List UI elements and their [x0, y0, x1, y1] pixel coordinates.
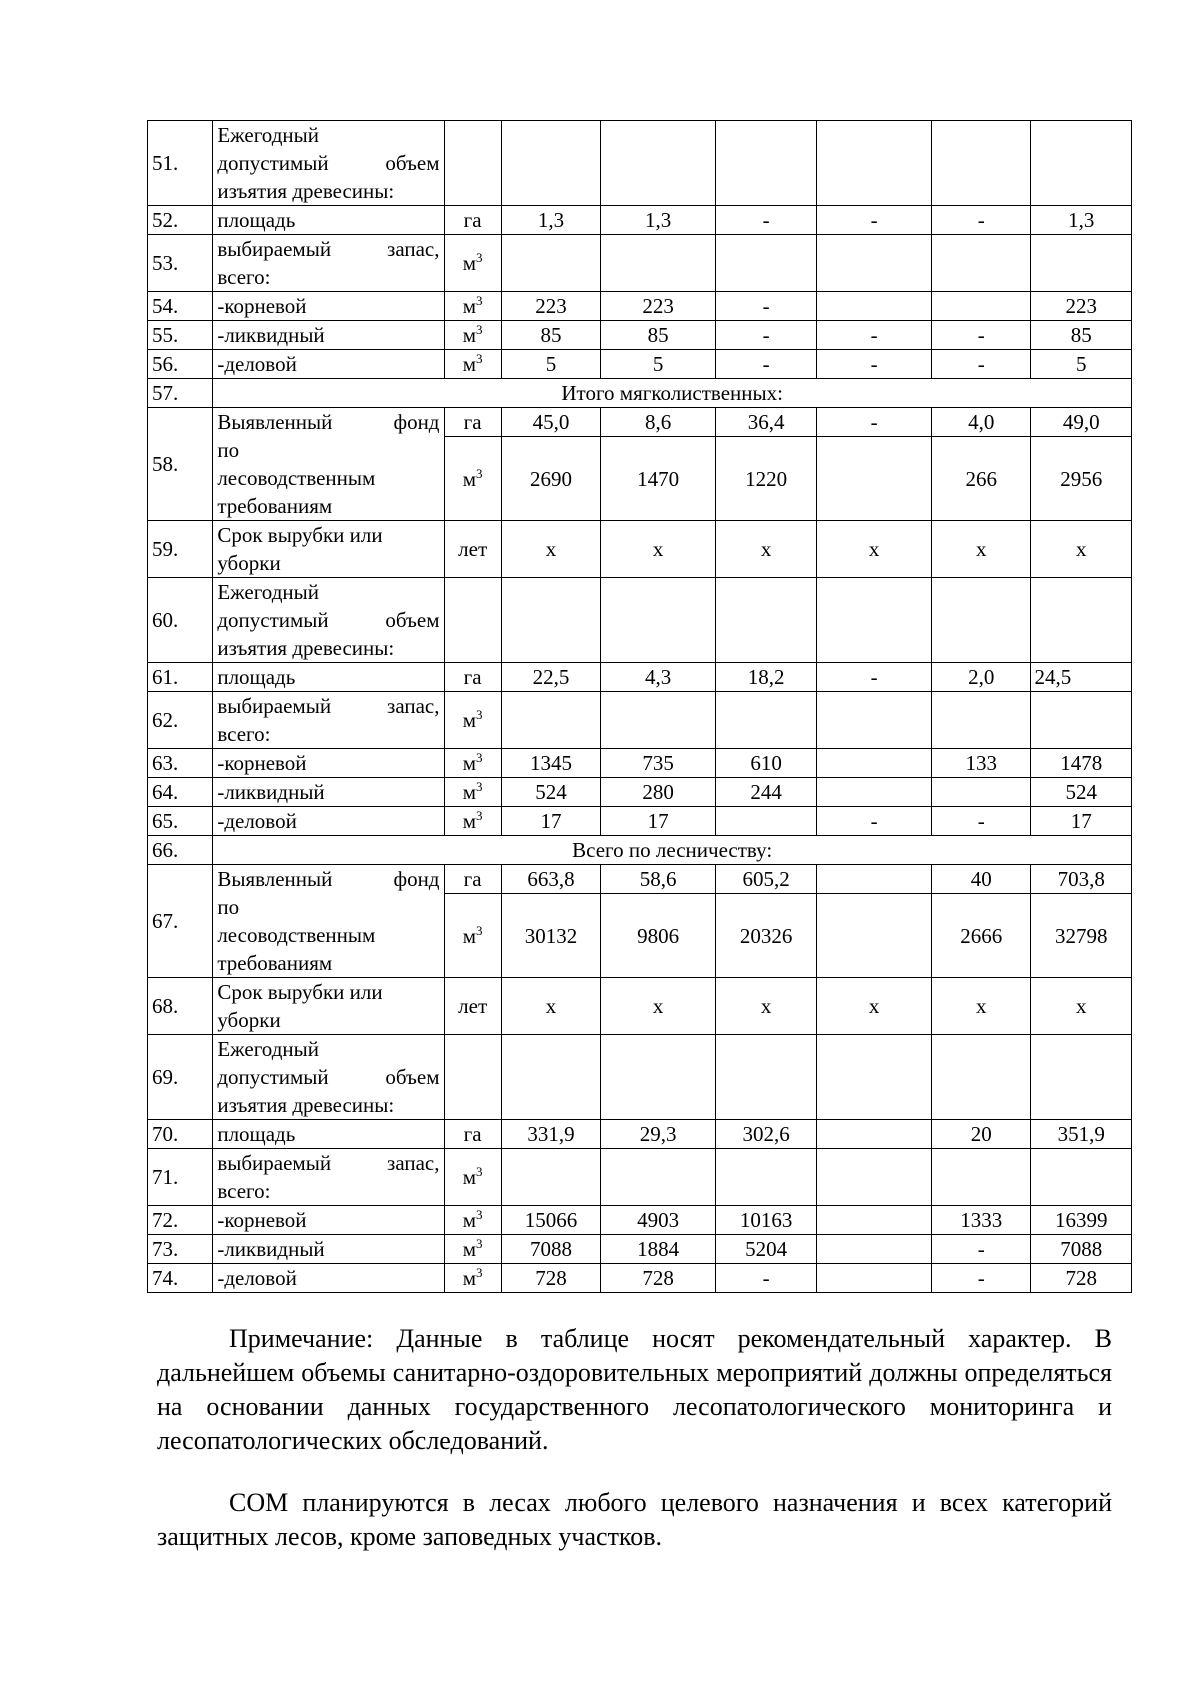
name-line: -ликвидный: [217, 780, 325, 804]
value-cell: [817, 1264, 932, 1293]
value-cell: 223: [601, 292, 716, 321]
row-number: 58.: [148, 408, 213, 521]
row-number: 74.: [148, 1264, 213, 1293]
value-cell: [1031, 235, 1132, 292]
value-cell: 15066: [501, 1206, 601, 1235]
value-cell: 266: [931, 437, 1031, 521]
name-line: лесоводственным: [217, 923, 376, 947]
name-line: Ежегодный: [217, 580, 319, 604]
name-line: выбираемый запас,: [217, 237, 440, 261]
value-cell: 524: [501, 778, 601, 807]
unit-cell: [444, 578, 501, 663]
unit-superscript: 3: [476, 351, 483, 366]
row-name-cell: [213, 578, 444, 663]
name-line: всего:: [217, 722, 271, 746]
value-cell: 7088: [1031, 1235, 1132, 1264]
table-row: [148, 663, 1132, 692]
note-paragraph: Примечание: Данные в таблице носят рекомендательный характер. В дальнейшем объемы санитарно-оздоровительных мероприятий должны определяться на основании данных государственного лесопатологического мониторинга и лесопатологических обследований.: [157, 1324, 1112, 1455]
value-cell: 4903: [601, 1206, 716, 1235]
value-cell: [817, 437, 932, 521]
value-cell: 16399: [1031, 1206, 1132, 1235]
value-cell: 5: [601, 350, 716, 379]
value-cell: [817, 121, 932, 206]
row-name-cell: [213, 807, 444, 836]
row-number: 63.: [148, 749, 213, 778]
value-cell: [817, 865, 932, 894]
value-cell: 22,5: [501, 663, 601, 692]
row-name-cell: [213, 663, 444, 692]
value-cell: 85: [501, 321, 601, 350]
row-name-cell: [213, 206, 444, 235]
table-row: [148, 692, 1132, 749]
name-line: Ежегодный: [217, 1037, 319, 1061]
value-cell: 331,9: [501, 1120, 601, 1149]
value-cell: 32798: [1031, 894, 1132, 978]
unit-superscript: 3: [476, 750, 483, 765]
value-cell: 663,8: [501, 865, 601, 894]
row-name-cell: [213, 121, 444, 206]
value-cell: [1031, 1035, 1132, 1120]
name-line: лесоводственным: [217, 466, 376, 490]
value-cell: 1,3: [601, 206, 716, 235]
value-cell: [715, 121, 817, 206]
unit-superscript: 3: [476, 293, 483, 308]
section-heading: Итого мягколиственных:: [213, 379, 1132, 408]
value-cell: [1031, 692, 1132, 749]
row-name-cell: [213, 978, 444, 1035]
value-cell: 17: [601, 807, 716, 836]
table-row: [148, 350, 1132, 379]
table-row: [148, 521, 1132, 578]
row-number: 62.: [148, 692, 213, 749]
value-cell: х: [715, 978, 817, 1035]
value-cell: х: [715, 521, 817, 578]
name-line: по: [217, 438, 240, 462]
value-cell: х: [601, 521, 716, 578]
unit-cell: $м^3$: [444, 437, 501, 521]
value-cell: -: [931, 350, 1031, 379]
value-cell: 244: [715, 778, 817, 807]
value-cell: [817, 1120, 932, 1149]
value-cell: -: [715, 206, 817, 235]
value-cell: [931, 692, 1031, 749]
unit-cell: га: [444, 408, 501, 437]
unit-cell: га: [444, 1120, 501, 1149]
value-cell: 45,0: [501, 408, 601, 437]
name-line: -ликвидный: [217, 323, 325, 347]
table-row: [148, 235, 1132, 292]
value-cell: [601, 121, 716, 206]
name-line: -корневой: [217, 294, 307, 318]
table-row: [148, 1264, 1132, 1293]
value-cell: -: [817, 350, 932, 379]
value-cell: [1031, 121, 1132, 206]
value-cell: 17: [501, 807, 601, 836]
value-cell: [931, 292, 1031, 321]
value-cell: 18,2: [715, 663, 817, 692]
value-cell: х: [931, 521, 1031, 578]
name-line: Ежегодный: [217, 123, 319, 147]
unit-superscript: 3: [476, 779, 483, 794]
table-row: [148, 379, 1132, 408]
unit-cell: $м^3$: [444, 1206, 501, 1235]
row-name-cell: [213, 778, 444, 807]
unit-cell: лет: [444, 978, 501, 1035]
value-cell: -: [715, 350, 817, 379]
row-number: 67.: [148, 865, 213, 978]
unit-superscript: 3: [476, 1207, 483, 1222]
value-cell: 40: [931, 865, 1031, 894]
value-cell: 1220: [715, 437, 817, 521]
value-cell: 1884: [601, 1235, 716, 1264]
row-name-cell: [213, 1035, 444, 1120]
value-cell: х: [1031, 978, 1132, 1035]
value-cell: 5: [501, 350, 601, 379]
unit-cell: $м^3$: [444, 778, 501, 807]
name-line: площадь: [217, 208, 296, 232]
value-cell: 17: [1031, 807, 1132, 836]
value-cell: [501, 1149, 601, 1206]
name-line: Выявленный фонд: [217, 867, 440, 891]
value-cell: [501, 692, 601, 749]
value-cell: 30132: [501, 894, 601, 978]
row-number: 65.: [148, 807, 213, 836]
row-name-cell: [213, 321, 444, 350]
value-cell: 7088: [501, 1235, 601, 1264]
value-cell: [1031, 578, 1132, 663]
name-line: допустимый объем: [217, 608, 440, 632]
unit-cell: $м^3$: [444, 321, 501, 350]
unit-superscript: 3: [476, 1265, 483, 1280]
value-cell: х: [601, 978, 716, 1035]
value-cell: [715, 692, 817, 749]
value-cell: [931, 578, 1031, 663]
name-line: -ликвидный: [217, 1237, 325, 1261]
row-name-cell: [213, 292, 444, 321]
value-cell: [817, 692, 932, 749]
row-name-cell: [213, 1206, 444, 1235]
value-cell: [715, 1035, 817, 1120]
value-cell: [931, 1149, 1031, 1206]
section-heading: Всего по лесничеству:: [213, 836, 1132, 865]
value-cell: -: [715, 1264, 817, 1293]
row-name-cell: [213, 1235, 444, 1264]
value-cell: 58,6: [601, 865, 716, 894]
value-cell: -: [817, 807, 932, 836]
value-cell: [601, 1035, 716, 1120]
value-cell: [931, 121, 1031, 206]
unit-cell: $м^3$: [444, 350, 501, 379]
value-cell: 20: [931, 1120, 1031, 1149]
value-cell: [601, 692, 716, 749]
forest-data-table: [147, 120, 1132, 1293]
value-cell: 735: [601, 749, 716, 778]
table-body: [148, 121, 1132, 1293]
row-number: 51.: [148, 121, 213, 206]
name-line: -деловой: [217, 809, 297, 833]
value-cell: 29,3: [601, 1120, 716, 1149]
unit-cell: га: [444, 206, 501, 235]
unit-cell: $м^3$: [444, 1235, 501, 1264]
table-row: [148, 1120, 1132, 1149]
row-number: 57.: [148, 379, 213, 408]
value-cell: -: [715, 292, 817, 321]
row-name-cell: [213, 865, 444, 978]
value-cell: 223: [501, 292, 601, 321]
name-line: Выявленный фонд: [217, 410, 440, 434]
unit-cell: $м^3$: [444, 894, 501, 978]
value-cell: [817, 778, 932, 807]
value-cell: [501, 1035, 601, 1120]
name-line: требованиям: [217, 494, 333, 518]
name-line: всего:: [217, 1179, 271, 1203]
table-row: [148, 865, 1132, 894]
name-line: выбираемый запас,: [217, 1151, 440, 1175]
name-line: изъятия древесины:: [217, 179, 395, 203]
value-cell: [501, 235, 601, 292]
row-number: 54.: [148, 292, 213, 321]
value-cell: [817, 235, 932, 292]
value-cell: [931, 778, 1031, 807]
unit-superscript: 3: [476, 250, 483, 265]
value-cell: 728: [501, 1264, 601, 1293]
row-name-cell: [213, 1264, 444, 1293]
name-line: уборки: [217, 1008, 281, 1032]
value-cell: [817, 1149, 932, 1206]
value-cell: -: [817, 321, 932, 350]
value-cell: [501, 121, 601, 206]
table-row: [148, 578, 1132, 663]
table-row: [148, 836, 1132, 865]
unit-superscript: 3: [476, 707, 483, 722]
value-cell: [715, 578, 817, 663]
value-cell: 4,3: [601, 663, 716, 692]
unit-cell: [444, 1035, 501, 1120]
name-line: всего:: [217, 265, 271, 289]
unit-superscript: 3: [476, 1236, 483, 1251]
unit-superscript: 3: [476, 465, 483, 481]
value-cell: [1031, 1149, 1132, 1206]
name-line: допустимый объем: [217, 1065, 440, 1089]
value-cell: 1,3: [501, 206, 601, 235]
value-cell: 2666: [931, 894, 1031, 978]
unit-superscript: 3: [476, 808, 483, 823]
table-row: [148, 321, 1132, 350]
value-cell: [715, 235, 817, 292]
table-row: [148, 121, 1132, 206]
value-cell: 2956: [1031, 437, 1132, 521]
table-row: [148, 1035, 1132, 1120]
unit-superscript: 3: [476, 922, 483, 938]
value-cell: 605,2: [715, 865, 817, 894]
name-line: -деловой: [217, 1266, 297, 1290]
value-cell: х: [931, 978, 1031, 1035]
value-cell: [931, 235, 1031, 292]
value-cell: 49,0: [1031, 408, 1132, 437]
value-cell: 36,4: [715, 408, 817, 437]
value-cell: [601, 1149, 716, 1206]
unit-cell: $м^3$: [444, 1264, 501, 1293]
value-cell: [817, 578, 932, 663]
value-cell: 524: [1031, 778, 1132, 807]
row-number: 73.: [148, 1235, 213, 1264]
value-cell: [601, 235, 716, 292]
value-cell: -: [931, 321, 1031, 350]
unit-cell: [444, 121, 501, 206]
row-name-cell: [213, 692, 444, 749]
table-row: [148, 807, 1132, 836]
value-cell: 1333: [931, 1206, 1031, 1235]
value-cell: 9806: [601, 894, 716, 978]
value-cell: [817, 1235, 932, 1264]
table-row: [148, 749, 1132, 778]
value-cell: 302,6: [715, 1120, 817, 1149]
value-cell: 728: [1031, 1264, 1132, 1293]
table-row: [148, 1206, 1132, 1235]
unit-cell: $м^3$: [444, 749, 501, 778]
name-line: допустимый объем: [217, 151, 440, 175]
value-cell: 85: [601, 321, 716, 350]
value-cell: [715, 807, 817, 836]
value-cell: -: [931, 807, 1031, 836]
unit-cell: га: [444, 663, 501, 692]
value-cell: -: [931, 1235, 1031, 1264]
value-cell: 20326: [715, 894, 817, 978]
value-cell: -: [817, 408, 932, 437]
value-cell: [601, 578, 716, 663]
row-name-cell: [213, 1149, 444, 1206]
value-cell: 2,0: [931, 663, 1031, 692]
row-number: 68.: [148, 978, 213, 1035]
value-cell: 703,8: [1031, 865, 1132, 894]
value-cell: 280: [601, 778, 716, 807]
unit-cell: га: [444, 865, 501, 894]
row-number: 61.: [148, 663, 213, 692]
value-cell: х: [501, 521, 601, 578]
value-cell: [817, 1035, 932, 1120]
value-cell: [817, 292, 932, 321]
unit-superscript: 3: [476, 322, 483, 337]
row-name-cell: [213, 521, 444, 578]
name-line: -корневой: [217, 751, 307, 775]
unit-cell: $м^3$: [444, 235, 501, 292]
row-number: 53.: [148, 235, 213, 292]
value-cell: 85: [1031, 321, 1132, 350]
value-cell: х: [817, 978, 932, 1035]
name-line: изъятия древесины:: [217, 636, 395, 660]
table-row: [148, 408, 1132, 437]
row-name-cell: [213, 408, 444, 521]
unit-cell: $м^3$: [444, 692, 501, 749]
value-cell: [817, 1206, 932, 1235]
row-number: 66.: [148, 836, 213, 865]
name-line: изъятия древесины:: [217, 1093, 395, 1117]
row-number: 71.: [148, 1149, 213, 1206]
value-cell: 10163: [715, 1206, 817, 1235]
row-number: 69.: [148, 1035, 213, 1120]
table-row: [148, 1235, 1132, 1264]
value-cell: 2690: [501, 437, 601, 521]
value-cell: 1345: [501, 749, 601, 778]
value-cell: [501, 578, 601, 663]
name-line: выбираемый запас,: [217, 694, 440, 718]
row-number: 64.: [148, 778, 213, 807]
value-cell: [817, 894, 932, 978]
value-cell: 5204: [715, 1235, 817, 1264]
value-cell: -: [817, 206, 932, 235]
value-cell: [931, 1035, 1031, 1120]
unit-cell: $м^3$: [444, 292, 501, 321]
table-row: [148, 206, 1132, 235]
row-name-cell: [213, 235, 444, 292]
value-cell: х: [1031, 521, 1132, 578]
value-cell: -: [931, 206, 1031, 235]
value-cell: -: [817, 663, 932, 692]
name-line: Срок вырубки или: [217, 523, 383, 547]
value-cell: 8,6: [601, 408, 716, 437]
value-cell: 24,5: [1031, 663, 1132, 692]
name-line: уборки: [217, 551, 281, 575]
som-paragraph: СОМ планируются в лесах любого целевого назначения и всех категорий защитных лесов, кроме заповедных участков.: [157, 1488, 1112, 1551]
row-name-cell: [213, 1120, 444, 1149]
unit-cell: лет: [444, 521, 501, 578]
value-cell: 223: [1031, 292, 1132, 321]
row-number: 60.: [148, 578, 213, 663]
value-cell: -: [931, 1264, 1031, 1293]
value-cell: 4,0: [931, 408, 1031, 437]
row-number: 70.: [148, 1120, 213, 1149]
unit-superscript: 3: [476, 1164, 483, 1179]
name-line: площадь: [217, 1122, 296, 1146]
value-cell: 351,9: [1031, 1120, 1132, 1149]
value-cell: 5: [1031, 350, 1132, 379]
value-cell: х: [501, 978, 601, 1035]
name-line: по: [217, 895, 240, 919]
value-cell: [817, 749, 932, 778]
name-line: -корневой: [217, 1208, 307, 1232]
name-line: требованиям: [217, 951, 333, 975]
unit-cell: $м^3$: [444, 1149, 501, 1206]
value-cell: 1,3: [1031, 206, 1132, 235]
value-cell: 610: [715, 749, 817, 778]
name-line: Срок вырубки или: [217, 980, 383, 1004]
row-number: 55.: [148, 321, 213, 350]
name-line: -деловой: [217, 352, 297, 376]
row-number: 72.: [148, 1206, 213, 1235]
table-row: [148, 292, 1132, 321]
row-number: 52.: [148, 206, 213, 235]
value-cell: 1470: [601, 437, 716, 521]
row-name-cell: [213, 350, 444, 379]
table-row: [148, 1149, 1132, 1206]
value-cell: 1478: [1031, 749, 1132, 778]
value-cell: 728: [601, 1264, 716, 1293]
row-number: 56.: [148, 350, 213, 379]
table-row: [148, 978, 1132, 1035]
row-number: 59.: [148, 521, 213, 578]
value-cell: [715, 1149, 817, 1206]
value-cell: х: [817, 521, 932, 578]
value-cell: -: [715, 321, 817, 350]
name-line: площадь: [217, 665, 296, 689]
unit-cell: $м^3$: [444, 807, 501, 836]
row-name-cell: [213, 749, 444, 778]
value-cell: 133: [931, 749, 1031, 778]
table-row: [148, 778, 1132, 807]
